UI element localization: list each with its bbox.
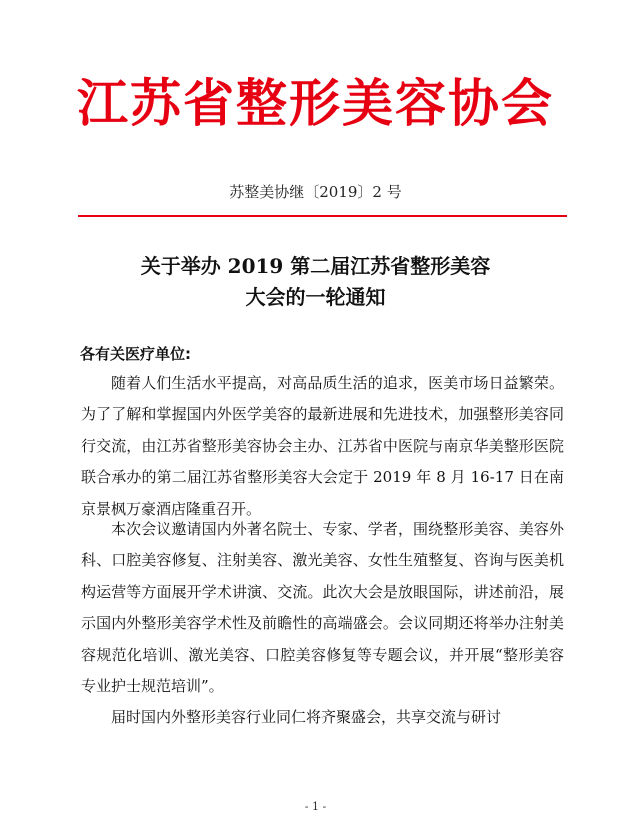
document-number: 苏整美协继〔2019〕2 号 — [229, 183, 402, 201]
page-number: - 1 - — [304, 800, 327, 813]
red-divider-line — [78, 215, 567, 217]
body-paragraph-1: 随着人们生活水平提高，对高品质生活的追求，医美市场日益繁荣。为了了解和掌握国内外医学美容的最新进展和先进技术，加强整形美容同行交流，由江苏省整形美容协会主办、江苏省中医院与南京华美整形医院联合承办的第二届江苏省整形美容大会定于 2019 年 8 月 16-17 日在南京景枫万豪酒店隆重召开。 — [81, 374, 564, 518]
organization-header: 江苏省整形美容协会 — [76, 74, 554, 134]
document-title-line-1: 关于举办 2019 第二届江苏省整形美容 — [140, 254, 491, 278]
salutation: 各有关医疗单位: — [80, 345, 191, 363]
document-title-line-2: 大会的一轮通知 — [245, 285, 386, 309]
body-paragraph-3: 届时国内外整形美容行业同仁将齐聚盛会，共享交流与研讨 — [111, 708, 502, 726]
body-paragraph-2: 本次会议邀请国内外著名院士、专家、学者，围绕整形美容、美容外科、口腔美容修复、注射美容、激光美容、女性生殖整复、咨询与医美机构运营等方面展开学术讲演、交流。此次大会是放眼国际，讲述前沿，展示国内外整形美容学术性及前瞻性的高端盛会。会议同期还将举办注射美容规范化培训、激光美容、口腔美容修复等专题会议，并开展“整形美容专业护士规范培训”。 — [81, 520, 564, 696]
